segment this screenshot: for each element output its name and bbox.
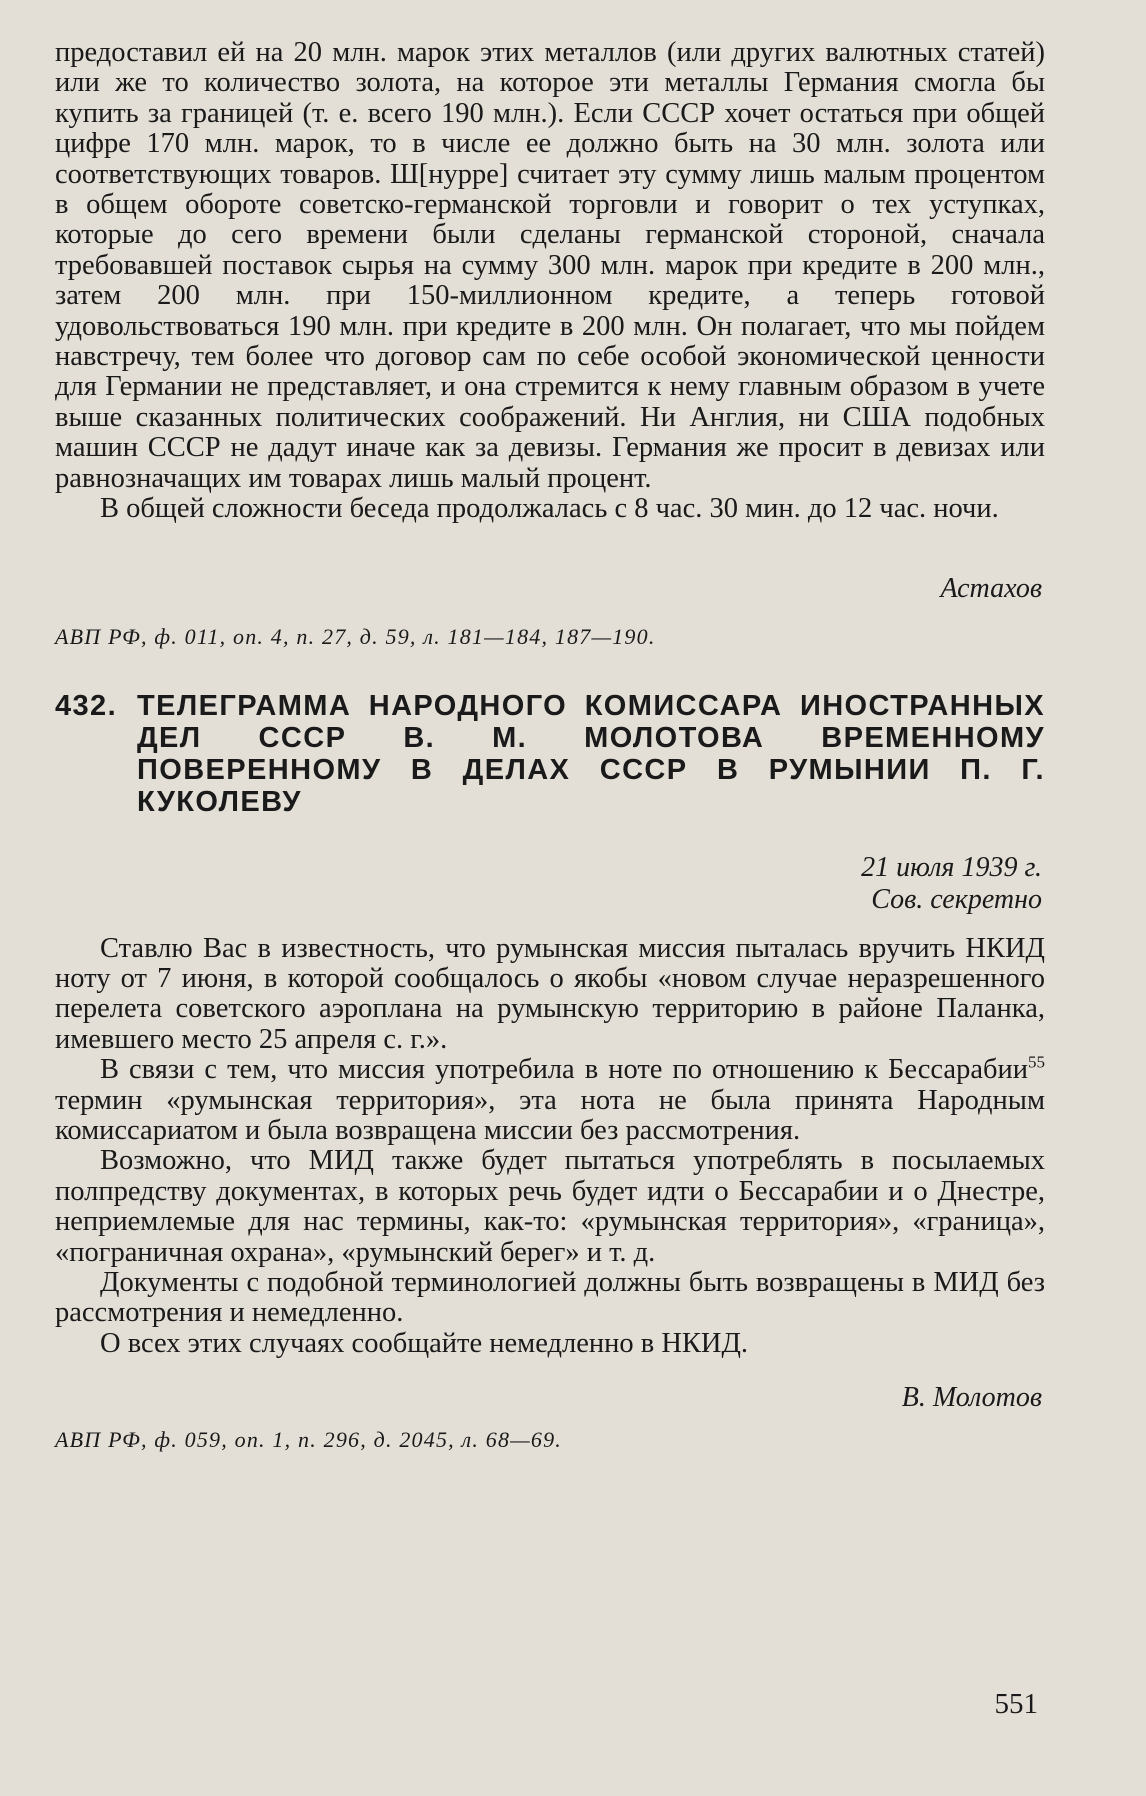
doc432-heading bbox=[55, 690, 1045, 818]
doc432-signature: В. Молотов bbox=[901, 1382, 1042, 1414]
doc432-title: ТЕЛЕГРАММА НАРОДНОГО КОМИССАРА ИНОСТРАННЫХ ДЕЛ СССР В. М. МОЛОТОВА ВРЕМЕННОМУ ПОВЕРЕННОМУ В ДЕЛАХ СССР В РУМЫНИИ П. Г. КУКОЛЕВУ bbox=[137, 689, 1045, 818]
doc432-archive-reference: АВП РФ, ф. 059, оп. 1, п. 296, д. 2045, л. 68—69. bbox=[55, 1427, 563, 1453]
doc432-paragraph-2 bbox=[55, 1052, 1045, 1146]
doc432-paragraph-4: Документы с подобной терминологией должны быть возвращены в МИД без рассмотрения и немедленно. bbox=[55, 1266, 1045, 1329]
doc432-paragraph-3: Возможно, что МИД также будет пытаться употреблять в посылаемых полпредству документах, в которых речь будет идти о Бессарабии и о Днестре, неприемлемые для нас термины, как-то: «румынская территория», «граница», «пограничная охрана», «румынский берег» и т. д. bbox=[55, 1145, 1045, 1268]
doc431-paragraph-1: предоставил ей на 20 млн. марок этих металлов (или других валютных статей) или же то количество золота, на которое эти металлы Германия смогла бы купить за границей (т. е. всего 190 млн.). Если СССР хочет остаться при общей цифре 170 млн. марок, то в числе ее должно быть на 30 млн. золота или соответствующих товаров. Ш[нурре] считает эту сумму лишь малым процентом в общем обороте советско-германской торговли и говорит о тех уступках, которые до сего времени были сделаны германской стороной, сначала требовавшей поставок сырья на сумму 300 млн. марок при кредите в 200 млн., затем 200 млн. при 150-миллионном кредите, а теперь готовой удовольствоваться 190 млн. при кредите в 200 млн. Он полагает, что мы пойдем навстречу, тем более что договор сам по себе особой экономической ценности для Германии не представляет, и она стремится к нему главным образом в учете выше сказанных политических соображений. Ни Англия, ни США подобных машин СССР не дадут иначе как за девизы. Германия же просит в девизах или равнозначащих им товарах лишь малый процент. bbox=[55, 37, 1045, 494]
page-number: 551 bbox=[994, 1688, 1038, 1720]
doc432-number: 432. bbox=[55, 689, 118, 722]
doc432-paragraph-2-start: В связи с тем, что миссия употребила в ноте по отношению к Бессарабии bbox=[100, 1054, 1028, 1086]
doc432-date: 21 июля 1939 г. bbox=[861, 851, 1042, 883]
doc432-paragraph-2-end: термин «румынская территория», эта нота не была принята Народным комиссариатом и была возвращена миссии без рассмотрения. bbox=[55, 1084, 1045, 1146]
footnote-marker: 55 bbox=[1028, 1052, 1045, 1072]
doc432-paragraph-1: Ставлю Вас в известность, что румынская миссия пыталась вручить НКИД ноту от 7 июня, в которой сообщалось о якобы «новом случае неразрешенного перелета советского аэроплана на румынскую территорию в районе Паланка, имевшего место 25 апреля с. г.». bbox=[55, 932, 1045, 1055]
doc431-signature: Астахов bbox=[940, 572, 1042, 604]
doc432-classification: Сов. секретно bbox=[871, 883, 1042, 915]
doc432-paragraph-5: О всех этих случаях сообщайте немедленно в НКИД. bbox=[100, 1327, 749, 1359]
page-content bbox=[55, 38, 1045, 1453]
doc431-archive-reference: АВП РФ, ф. 011, оп. 4, п. 27, д. 59, л. 181—184, 187—190. bbox=[55, 623, 656, 649]
doc431-paragraph-2: В общей сложности беседа продолжалась с 8 час. 30 мин. до 12 час. ночи. bbox=[100, 493, 999, 525]
